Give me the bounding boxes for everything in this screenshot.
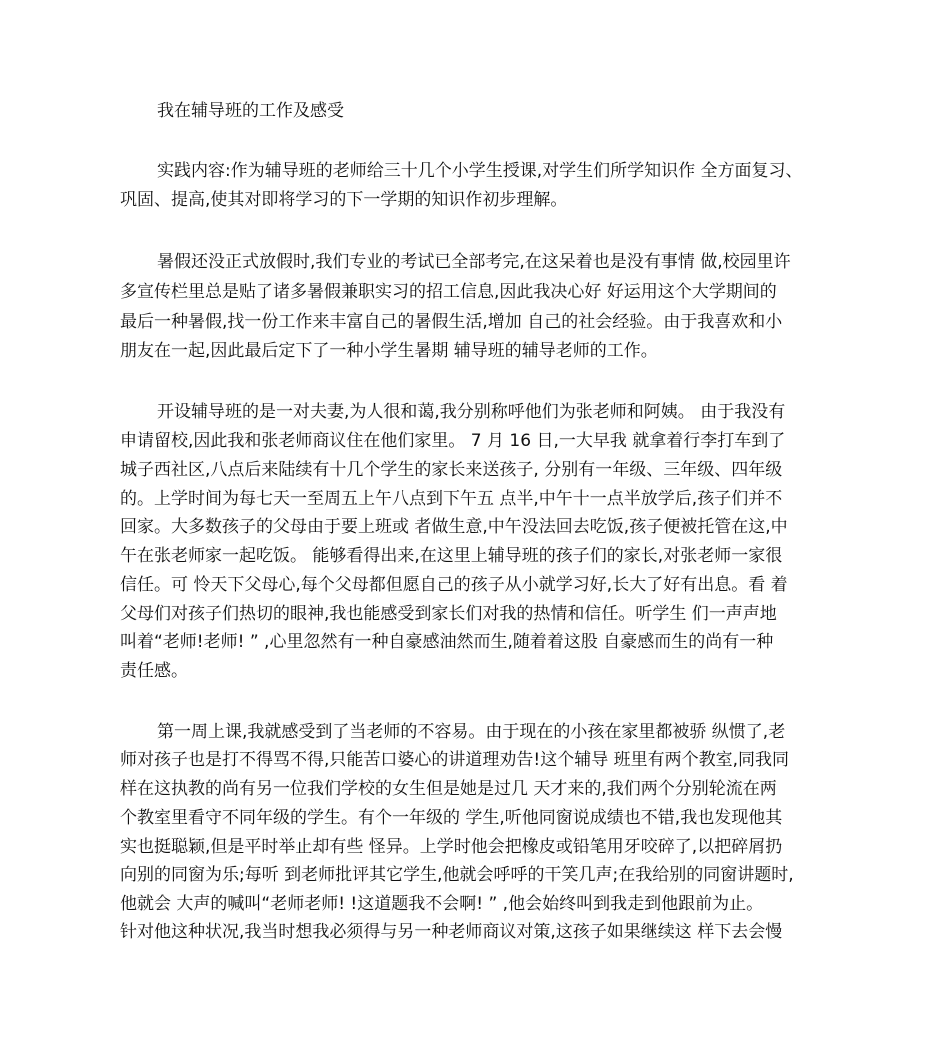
paragraph-line: 他就会 大声的喊叫“老师老师! !这道题我不会啊! ” ,他会始终叫到我走到他跟前为止。: [120, 894, 764, 914]
paragraph-line: 第一周上课,我就感受到了当老师的不容易。由于现在的小孩在家里都被骄 纵惯了,老: [157, 722, 786, 742]
paragraph-line: 暑假还没正式放假时,我们专业的考试已全部考完,在这呆着也是没有事情 做,校园里许: [157, 252, 791, 272]
paragraph-line: 实也挺聪颖,但是平时举止却有些 怪异。上学时他会把橡皮或铅笔用牙咬碎了,以把碎屑扔: [120, 837, 783, 857]
paragraph-line: 朋友在一起,因此最后定下了一种小学生暑期 辅导班的辅导老师的工作。: [120, 341, 658, 361]
paragraph-line: 叫着“老师!老师! ” ,心里忽然有一种自豪感油然而生,随着着这股 自豪感而生的尚有一种: [120, 632, 774, 652]
paragraph-line: 巩固、提高,使其对即将学习的下一学期的知识作初步理解。: [120, 190, 568, 210]
paragraph-line: 城子西社区,八点后来陆续有十几个学生的家长来送孩子, 分别有一年级、三年级、四年级: [120, 460, 783, 480]
paragraph-line: 回家。大多数孩子的父母由于要上班或 者做生意,中午没法回去吃饭,孩子便被托管在这,中: [120, 517, 788, 537]
paragraph-line: 个教室里看守不同年级的学生。有个一年级的 学生,听他同窗说成绩也不错,我也发现他其: [120, 808, 783, 828]
paragraph-line: 多宣传栏里总是贴了诸多暑假兼职实习的招工信息,因此我决心好 好运用这个大学期间的: [120, 282, 777, 302]
paragraph-line: 师对孩子也是打不得骂不得,只能苦口婆心的讲道理劝告!这个辅导 班里有两个教室,同我同: [120, 750, 790, 770]
paragraph-line: 样在这执教的尚有另一位我们学校的女生但是她是过几 天才来的,我们两个分别轮流在两: [120, 779, 777, 799]
paragraph-line: 父母们对孩子们热切的眼神,我也能感受到家长们对我的热情和信任。听学生 们一声声地: [120, 604, 777, 624]
paragraph-line: 向别的同窗为乐;每听 到老师批评其它学生,他就会呼呼的干笑几声;在我给别的同窗讲题时,: [120, 865, 794, 885]
document-title: 我在辅导班的工作及感受: [157, 101, 344, 121]
paragraph-line: 的。上学时间为每七天一至周五上午八点到下午五 点半,中午十一点半放学后,孩子们并不: [120, 489, 783, 509]
paragraph-line: 信任。可 怜天下父母心,每个父母都但愿自己的孩子从小就学习好,长大了好有出息。看 着: [120, 575, 788, 595]
paragraph-line: 申请留校,因此我和张老师商议住在他们家里。 7 月 16 日,一大早我 就拿着行李打车到了: [120, 431, 786, 451]
paragraph-line: 开设辅导班的是一对夫妻,为人很和蔼,我分别称呼他们为张老师和阿姨。 由于我没有: [157, 402, 786, 422]
paragraph-line: 最后一种暑假,找一份工作来丰富自己的暑假生活,增加 自己的社会经验。由于我喜欢和小: [120, 312, 783, 332]
paragraph-line: 责任感。: [120, 661, 188, 681]
paragraph-line: 针对他这种状况,我当时想我必须得与另一种老师商议对策,这孩子如果继续这 样下去会慢: [120, 922, 783, 942]
paragraph-line: 实践内容:作为辅导班的老师给三十几个小学生授课,对学生们所学知识作 全方面复习、: [157, 161, 803, 181]
paragraph-line: 午在张老师家一起吃饭。 能够看得出来,在这里上辅导班的孩子们的家长,对张老师一家很: [120, 546, 783, 566]
